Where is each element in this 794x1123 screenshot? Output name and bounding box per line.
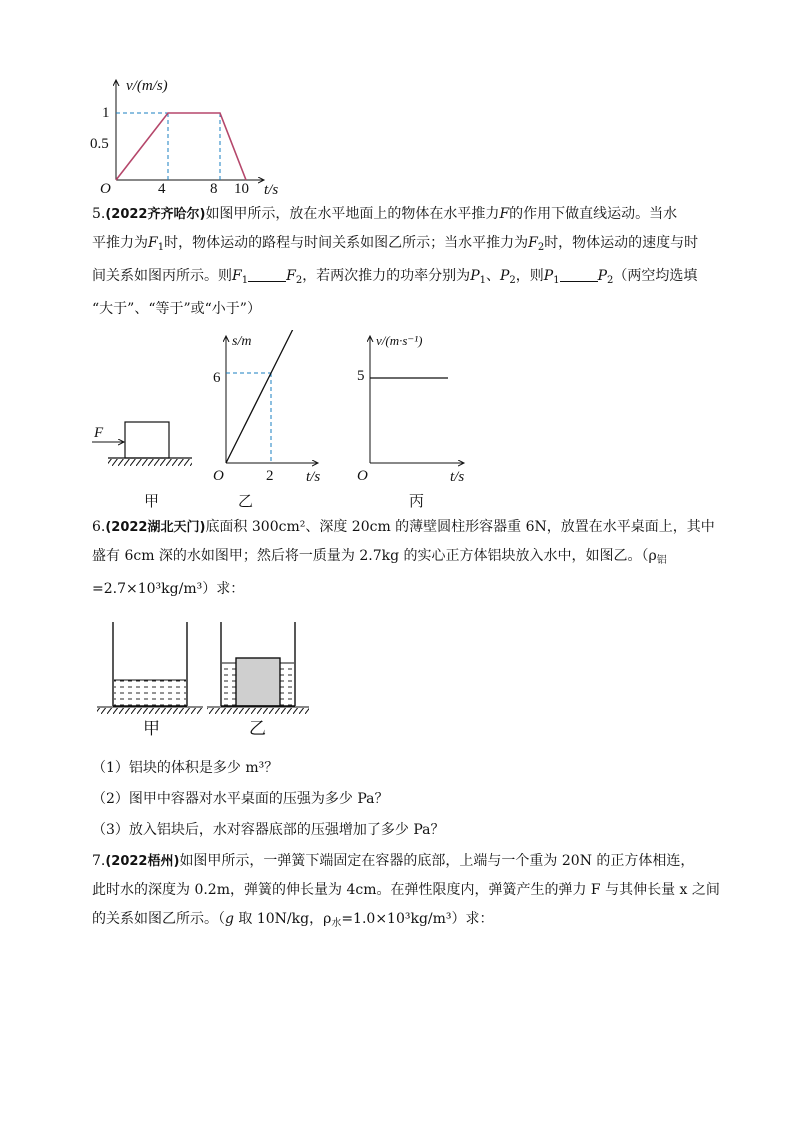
q7-g: g bbox=[225, 911, 234, 927]
vt-ytick-1: 1 bbox=[102, 105, 110, 121]
bing-ytick: 5 bbox=[357, 368, 365, 384]
water-jia bbox=[114, 680, 186, 706]
fig5-bing bbox=[352, 330, 482, 510]
q7-number: 7. bbox=[92, 853, 106, 869]
q5-F: F bbox=[499, 206, 510, 222]
q6-l2: 盛有 6cm 深的水如图甲；然后将一质量为 2.7kg 的实心正方体铝块放入水中，如图乙。（ρ bbox=[92, 548, 657, 564]
force-label: F bbox=[94, 425, 104, 441]
fig5-jia bbox=[88, 418, 198, 508]
q6-l2-sub: 铝 bbox=[656, 555, 667, 566]
q5-F1-sub: 1 bbox=[157, 242, 165, 253]
bing-xlabel: t/s bbox=[450, 469, 465, 485]
yi-series-line bbox=[226, 330, 298, 463]
yi-xtick: 2 bbox=[266, 468, 274, 484]
q5-l2a: 平推力为 bbox=[92, 235, 148, 251]
q6-sub1: （1）铝块的体积是多少 m³？ bbox=[92, 760, 279, 776]
q6-text bbox=[92, 513, 715, 604]
q7-l3c: =1.0×10³kg/m³）求： bbox=[341, 911, 494, 927]
q5-blank-1[interactable] bbox=[248, 267, 286, 282]
q6-source: (2022湖北天门) bbox=[105, 520, 206, 535]
q5-blank-2[interactable] bbox=[560, 267, 598, 282]
yi-ytick: 6 bbox=[213, 370, 221, 386]
vt-xtick-10: 10 bbox=[234, 181, 249, 195]
fig6-jia-caption: 甲 bbox=[143, 719, 160, 738]
q7-l2: 此时水的深度为 0.2m，弹簧的伸长量为 4cm。在弹性限度内，弹簧产生的弹力 F 与其伸长量 x 之间 bbox=[92, 882, 720, 898]
vt-ylabel: v/(m/s) bbox=[126, 78, 168, 94]
q5-P1b-sub: 1 bbox=[553, 275, 560, 286]
aluminum-block bbox=[236, 658, 280, 706]
block bbox=[125, 422, 169, 458]
container-yi bbox=[207, 622, 309, 738]
q7-l3-sub: 水 bbox=[331, 918, 342, 929]
q5-P1: P bbox=[470, 268, 480, 284]
q5-F2: F bbox=[528, 235, 538, 251]
q5-P2-sub: 2 bbox=[509, 275, 516, 286]
vt-xlabel: t/s bbox=[264, 182, 279, 195]
vt-graph bbox=[88, 60, 298, 195]
q5-F2b: F bbox=[286, 268, 296, 284]
q5-F1b: F bbox=[232, 268, 242, 284]
yi-xlabel: t/s bbox=[306, 469, 321, 485]
q5-number: 5. bbox=[92, 206, 106, 222]
q6-number: 6. bbox=[92, 519, 106, 535]
q5-source: (2022齐齐哈尔) bbox=[105, 207, 206, 222]
container-jia bbox=[97, 622, 203, 738]
vt-xtick-8: 8 bbox=[210, 181, 218, 195]
q5-l3c: 、 bbox=[485, 268, 500, 284]
vt-xtick-4: 4 bbox=[158, 181, 166, 195]
q5-P2: P bbox=[499, 268, 510, 284]
q5-l1: 如图甲所示，放在水平地面上的物体在水平推力 bbox=[205, 206, 500, 222]
q7-l3a: 的关系如图乙所示。（ bbox=[92, 911, 225, 927]
q5-P1b: P bbox=[543, 268, 554, 284]
q5-F1b-sub: 1 bbox=[241, 275, 249, 286]
q5-text bbox=[92, 200, 712, 324]
fig6-yi-caption: 乙 bbox=[249, 719, 266, 738]
fig5-yi-caption: 乙 bbox=[238, 494, 254, 510]
vt-series-line bbox=[116, 113, 246, 180]
q5-l2c: 时，物体运动的速度与时 bbox=[544, 235, 699, 251]
q5-P1-sub: 1 bbox=[479, 275, 486, 286]
bing-origin: O bbox=[357, 468, 368, 484]
q5-l3b: ，若两次推力的功率分别为 bbox=[302, 268, 471, 284]
fig5-jia-caption: 甲 bbox=[144, 494, 160, 508]
vt-ytick-05: 0.5 bbox=[90, 136, 109, 152]
q5-F1: F bbox=[148, 235, 158, 251]
q5-l4: “大于”、“等于”或“小于”） bbox=[92, 301, 261, 317]
q6-l3: =2.7×10³kg/m³）求： bbox=[92, 581, 245, 597]
q6-sub2: （2）图甲中容器对水平桌面的压强为多少 Pa？ bbox=[92, 791, 389, 807]
fig5-bing-caption: 丙 bbox=[409, 494, 425, 510]
vt-origin: O bbox=[100, 181, 111, 195]
yi-ylabel: s/m bbox=[232, 334, 252, 349]
ground-hatch bbox=[108, 459, 192, 466]
q7-l1: 如图甲所示，一弹簧下端固定在容器的底部，上端与一个重为 20N 的正方体相连， bbox=[179, 853, 695, 869]
q5-l3d: ，则 bbox=[515, 268, 544, 284]
q7-text bbox=[92, 847, 720, 938]
yi-origin: O bbox=[213, 468, 224, 484]
q6-sub3: （3）放入铝块后，水对容器底部的压强增加了多少 Pa？ bbox=[92, 822, 445, 838]
q5-l3a: 间关系如图丙所示。则 bbox=[92, 268, 232, 284]
q5-l2b: 时，物体运动的路程与时间关系如图乙所示；当水平推力为 bbox=[164, 235, 529, 251]
q5-F2-sub: 2 bbox=[537, 242, 545, 253]
fig6-containers bbox=[95, 618, 315, 738]
q5-P2b-sub: 2 bbox=[607, 275, 614, 286]
q5-F2b-sub: 2 bbox=[295, 275, 303, 286]
vt-guide-lines bbox=[116, 113, 220, 180]
q7-l3b: 取 10N/kg，ρ bbox=[233, 911, 332, 927]
bing-ylabel: v/(m·s⁻¹) bbox=[376, 333, 423, 348]
q5-l1b: 的作用下做直线运动。当水 bbox=[509, 206, 678, 222]
q6-l1: 底面积 300cm²、深度 20cm 的薄壁圆柱形容器重 6N，放置在水平桌面上，其中 bbox=[205, 519, 715, 535]
q5-P2b: P bbox=[597, 268, 607, 284]
q5-l3e: （两空均选填 bbox=[613, 268, 698, 284]
fig5-yi bbox=[208, 330, 328, 510]
q7-source: (2022梧州) bbox=[105, 854, 180, 869]
